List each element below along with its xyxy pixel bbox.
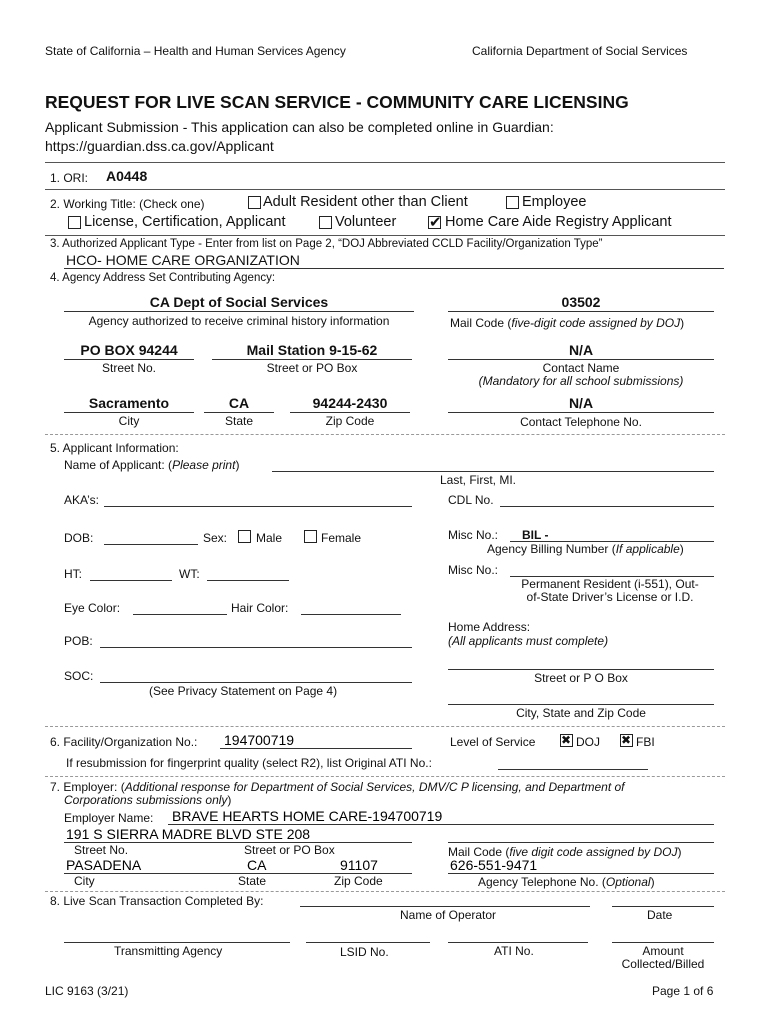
zip-caption: Zip Code (325, 414, 375, 428)
applicant-type-value[interactable]: HCO- HOME CARE ORGANIZATION (66, 252, 300, 268)
city-line (64, 412, 194, 413)
soc-input[interactable] (100, 682, 412, 683)
employer-city-value[interactable]: PASADENA (66, 857, 142, 873)
pob-input[interactable] (100, 647, 412, 648)
intro-line-1: Applicant Submission - This application can also be completed online in Guardian: (45, 119, 554, 135)
height-label: HT: (64, 567, 82, 581)
contact-name-value[interactable]: N/A (568, 342, 594, 358)
operator-caption: Name of Operator (400, 908, 497, 922)
state-line (204, 412, 274, 413)
amount-input[interactable] (612, 942, 714, 943)
contact-name-note: (Mandatory for all school submissions) (478, 374, 684, 388)
home-address-label: Home Address: (448, 620, 531, 634)
applicant-type-label: 3. Authorized Applicant Type - Enter from list on Page 2, “DOJ Abbreviated CCLD Facility/Organization Type” (50, 238, 603, 250)
height-input[interactable] (90, 580, 172, 581)
employer-street-caption: Street or PO Box (244, 843, 335, 857)
employer-zip-value[interactable]: 91107 (340, 857, 378, 873)
employee-label: Employee (522, 194, 587, 210)
working-title-label: 2. Working Title: (Check one) (50, 197, 205, 211)
adult-resident-checkbox[interactable] (248, 196, 261, 209)
divider (45, 726, 725, 727)
aka-label: AKA’s: (64, 493, 99, 507)
employer-name-line (168, 824, 714, 825)
home-care-aide-checkbox[interactable] (428, 216, 441, 229)
dob-label: DOB: (64, 531, 94, 545)
volunteer-checkbox[interactable] (319, 216, 332, 229)
weight-input[interactable] (207, 580, 289, 581)
zip-value[interactable]: 94244-2430 (312, 395, 388, 411)
employer-phone-line (448, 873, 714, 874)
form-id: LIC 9163 (3/21) (45, 984, 129, 998)
hair-color-input[interactable] (301, 614, 401, 615)
form-title: REQUEST FOR LIVE SCAN SERVICE - COMMUNITY CARE LICENSING (45, 92, 629, 112)
applicant-name-input[interactable] (272, 471, 714, 472)
divider (45, 434, 725, 435)
street-no-caption: Street No. (101, 361, 157, 375)
soc-label: SOC: (64, 669, 94, 683)
divider (45, 235, 725, 236)
applicant-name-label: Name of Applicant: (Please print) (64, 458, 240, 472)
employer-section-label: 7. Employer: (Additional response for Department of Social Services, DMV/C P licensing, and Department of (50, 780, 625, 794)
aka-input[interactable] (104, 506, 412, 507)
pob-label: POB: (64, 634, 93, 648)
sex-label: Sex: (203, 531, 228, 545)
cdl-label: CDL No. (448, 493, 494, 507)
weight-label: WT: (179, 567, 200, 581)
fbi-checkbox[interactable] (620, 734, 633, 747)
female-label: Female (321, 531, 362, 545)
date-input[interactable] (612, 906, 714, 907)
original-ati-input[interactable] (498, 769, 648, 770)
employer-name-value[interactable]: BRAVE HEARTS HOME CARE-194700719 (172, 808, 443, 824)
state-value[interactable]: CA (228, 395, 250, 411)
doj-label: DOJ (576, 735, 600, 749)
street-no-value[interactable]: PO BOX 94244 (80, 342, 178, 358)
misc-no-2-caption-1: Permanent Resident (i-551), Out- (521, 577, 699, 591)
agency-address-label: 4. Agency Address Set Contributing Agency: (50, 272, 276, 284)
employer-street-no-caption: Street No. (74, 843, 129, 857)
live-scan-label: 8. Live Scan Transaction Completed By: (50, 894, 264, 908)
ati-input[interactable] (448, 942, 588, 943)
misc-no-1-caption: Agency Billing Number (If applicable) (487, 542, 684, 556)
city-value[interactable]: Sacramento (88, 395, 170, 411)
employer-name-label: Employer Name: (64, 811, 154, 825)
home-city-caption: City, State and Zip Code (516, 706, 646, 720)
employer-phone-caption: Agency Telephone No. (Optional) (478, 875, 655, 889)
agency-name[interactable]: CA Dept of Social Services (149, 294, 329, 310)
contact-name-line (448, 359, 714, 360)
divider (45, 776, 725, 777)
applicant-type-line (64, 268, 724, 269)
mail-code-line (448, 311, 714, 312)
lsid-input[interactable] (306, 942, 430, 943)
employee-checkbox[interactable] (506, 196, 519, 209)
home-city-input[interactable] (448, 704, 714, 705)
mail-code-caption: Mail Code (five-digit code assigned by DOJ) (450, 316, 685, 330)
ori-value[interactable]: A0448 (106, 168, 148, 184)
divider (45, 189, 725, 190)
doj-checkbox[interactable] (560, 734, 573, 747)
state-caption: State (224, 414, 254, 428)
soc-caption: (See Privacy Statement on Page 4) (149, 684, 338, 698)
divider (45, 891, 725, 892)
home-street-caption: Street or P O Box (534, 671, 628, 685)
intro-url[interactable]: https://guardian.dss.ca.gov/Applicant (45, 138, 274, 154)
applicant-name-caption: Last, First, MI. (440, 473, 517, 487)
agency-name-line (64, 311, 414, 312)
operator-input[interactable] (300, 906, 590, 907)
amount-caption-2: Collected/Billed (621, 957, 705, 971)
employer-mail-code-input[interactable] (448, 842, 714, 843)
misc-no-1-label: Misc No.: (448, 528, 499, 542)
employer-city-caption: City (74, 874, 95, 888)
misc-no-1-value[interactable]: BIL - (522, 528, 549, 542)
employer-section-label-cont: Corporations submissions only) (64, 793, 232, 807)
contact-phone-line (448, 412, 714, 413)
contact-phone-caption: Contact Telephone No. (520, 415, 642, 429)
street-value[interactable]: Mail Station 9-15-62 (246, 342, 378, 358)
employer-zip-caption: Zip Code (334, 874, 383, 888)
zip-line (290, 412, 410, 413)
contact-phone-value[interactable]: N/A (568, 395, 594, 411)
male-checkbox[interactable] (238, 530, 251, 543)
facility-no-line (220, 748, 412, 749)
facility-no-value[interactable]: 194700719 (224, 732, 295, 748)
agency-caption: Agency authorized to receive criminal history information (88, 314, 390, 328)
resubmission-label: If resubmission for fingerprint quality (select R2), list Original ATI No.: (66, 756, 432, 770)
employer-phone-value[interactable]: 626-551-9471 (450, 857, 538, 873)
home-address-note: (All applicants must complete) (448, 634, 609, 648)
transmitting-agency-input[interactable] (64, 942, 290, 943)
misc-no-2-caption-2: of-State Driver’s License or I.D. (526, 590, 694, 604)
adult-resident-label: Adult Resident other than Client (263, 194, 468, 210)
misc-no-2-label: Misc No.: (448, 563, 499, 577)
applicant-info-label: 5. Applicant Information: (50, 441, 179, 455)
male-label: Male (256, 531, 283, 545)
header-agency: State of California – Health and Human Services Agency (45, 44, 346, 58)
ori-label: 1. ORI: (50, 171, 89, 185)
hair-color-label: Hair Color: (231, 601, 289, 615)
home-street-input[interactable] (448, 669, 714, 670)
license-applicant-checkbox[interactable] (68, 216, 81, 229)
eye-color-label: Eye Color: (64, 601, 121, 615)
street-caption: Street or PO Box (266, 361, 358, 375)
lsid-caption: LSID No. (340, 945, 389, 959)
facility-no-label: 6. Facility/Organization No.: (50, 735, 198, 749)
level-of-service-label: Level of Service (450, 735, 536, 749)
dob-input[interactable] (104, 544, 198, 545)
street-line (212, 359, 412, 360)
date-caption: Date (647, 908, 673, 922)
page-number: Page 1 of 6 (652, 984, 714, 998)
employer-state-caption: State (238, 874, 267, 888)
amount-caption-1: Amount (642, 944, 684, 958)
volunteer-label: Volunteer (335, 214, 397, 230)
transmitting-agency-caption: Transmitting Agency (114, 944, 223, 958)
fbi-label: FBI (636, 735, 655, 749)
divider (45, 162, 725, 163)
street-no-line (64, 359, 194, 360)
mail-code-value[interactable]: 03502 (561, 294, 601, 310)
contact-name-caption: Contact Name (542, 361, 620, 375)
employer-state-value[interactable]: CA (247, 857, 267, 873)
eye-color-input[interactable] (133, 614, 227, 615)
city-caption: City (118, 414, 140, 428)
home-care-aide-label: Home Care Aide Registry Applicant (445, 214, 672, 230)
ati-caption: ATI No. (494, 944, 534, 958)
header-department: California Department of Social Services (472, 44, 688, 58)
employer-address-value[interactable]: 191 S SIERRA MADRE BLVD STE 208 (66, 826, 311, 842)
license-applicant-label: License, Certification, Applicant (84, 214, 286, 230)
female-checkbox[interactable] (304, 530, 317, 543)
cdl-input[interactable] (500, 506, 714, 507)
employer-mail-code-caption: Mail Code (five digit code assigned by DOJ) (448, 845, 682, 859)
